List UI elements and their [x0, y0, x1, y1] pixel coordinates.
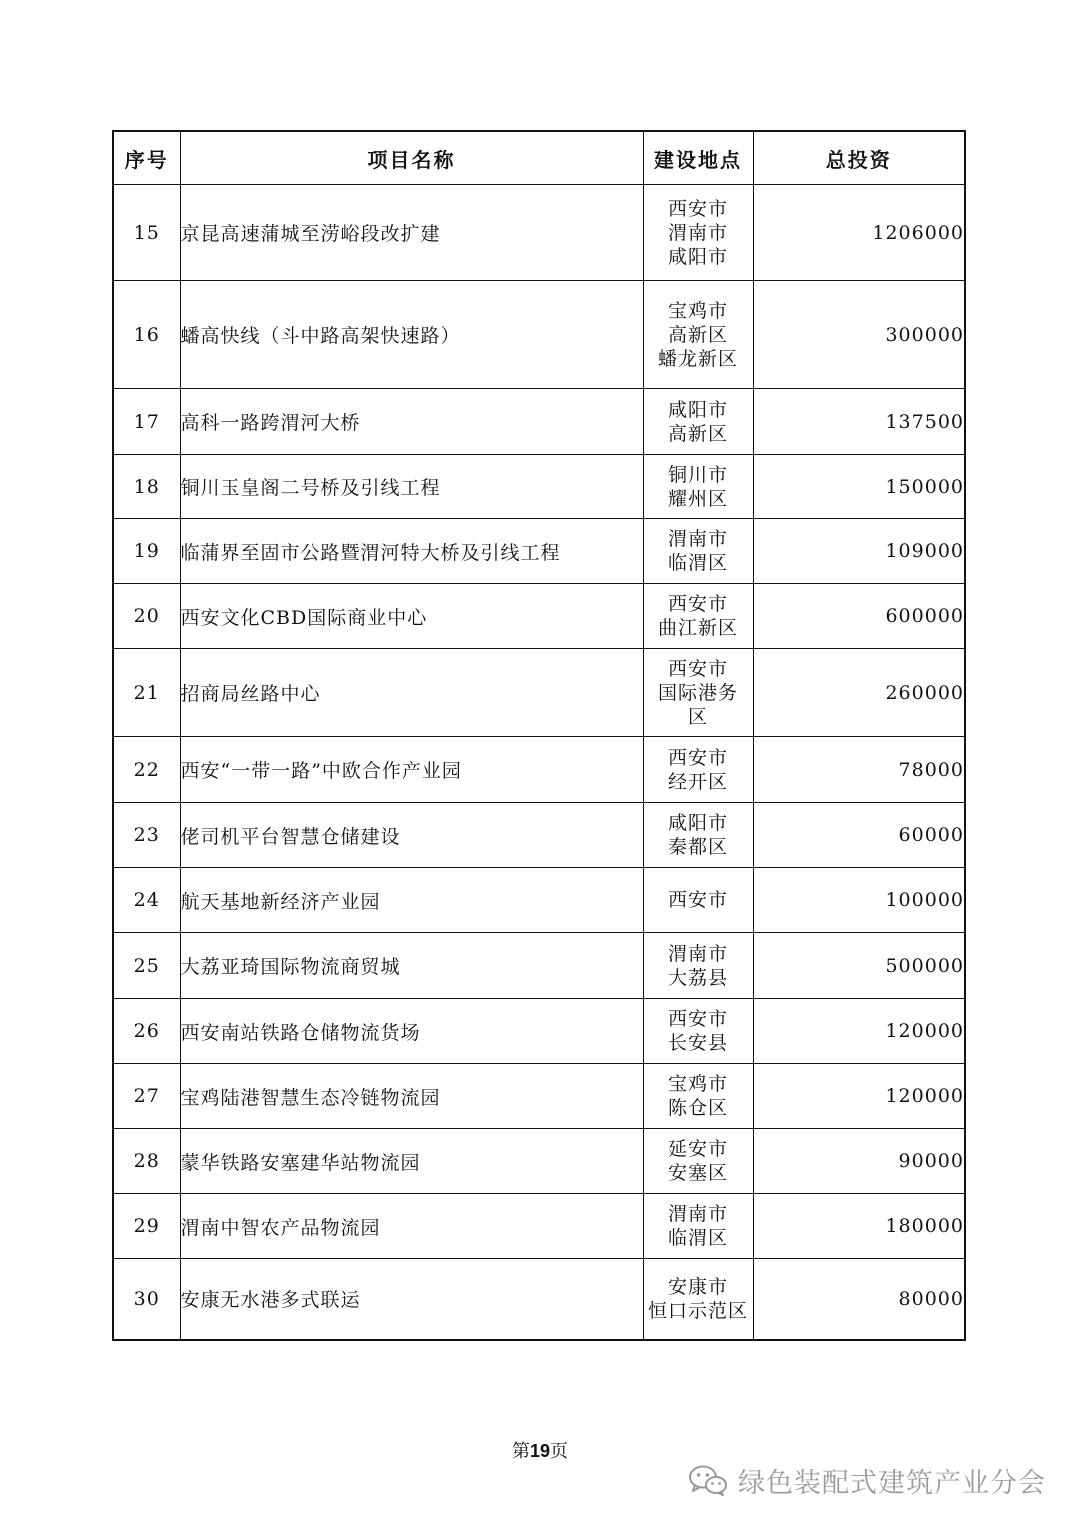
project-location: [643, 1259, 753, 1340]
location-line: 恒口示范区: [647, 1299, 748, 1322]
project-location: [643, 519, 753, 584]
location-line: 延安市: [667, 1138, 728, 1160]
project-location: [643, 1194, 753, 1259]
header-location: 建设地点: [643, 131, 753, 185]
location-line: 安康市: [667, 1275, 728, 1298]
location-line: 临渭区: [667, 1227, 728, 1249]
location-line: 西安市: [667, 197, 728, 220]
project-name: 蟠高快线（斗中路高架快速路）: [180, 281, 643, 389]
location-line: 渭南市: [667, 1203, 728, 1225]
table-row: [113, 389, 965, 455]
header-no: 序号: [113, 131, 180, 185]
project-investment: 500000: [753, 933, 965, 999]
project-name: 宝鸡陆港智慧生态冷链物流园: [180, 1064, 643, 1129]
location-line: 高新区: [667, 323, 728, 346]
project-investment: 600000: [753, 584, 965, 649]
table-row: [113, 1259, 965, 1340]
location-line: 耀州区: [667, 487, 728, 510]
project-location: [643, 649, 753, 737]
row-number: 30: [113, 1259, 180, 1340]
row-number: 28: [113, 1129, 180, 1194]
page-prefix: 第: [511, 1441, 530, 1462]
location-line: 陈仓区: [667, 1097, 728, 1119]
location-line: 经开区: [667, 770, 728, 793]
row-number: 26: [113, 999, 180, 1064]
location-line: 渭南市: [667, 528, 728, 550]
location-line: 安塞区: [667, 1162, 728, 1184]
project-table: [112, 130, 966, 1341]
project-location: [643, 389, 753, 455]
wechat-icon: [688, 1464, 728, 1496]
project-location: [643, 281, 753, 389]
project-location: [643, 737, 753, 803]
table-row: [113, 737, 965, 803]
header-investment: 总投资: [753, 131, 965, 185]
project-name: 西安南站铁路仓储物流货场: [180, 999, 643, 1064]
location-line: 大荔县: [667, 966, 728, 989]
location-line: 区: [687, 705, 708, 728]
table-row: [113, 868, 965, 933]
row-number: 20: [113, 584, 180, 649]
location-line: 宝鸡市: [667, 299, 728, 322]
project-investment: 180000: [753, 1194, 965, 1259]
project-location: [643, 455, 753, 519]
watermark: [688, 1460, 1046, 1500]
table-row: [113, 185, 965, 281]
row-number: 23: [113, 803, 180, 868]
location-line: 西安市: [667, 1008, 728, 1030]
table-row: [113, 455, 965, 519]
project-investment: 80000: [753, 1259, 965, 1340]
project-name: 西安“一带一路”中欧合作产业园: [180, 737, 643, 803]
row-number: 15: [113, 185, 180, 281]
project-name: 高科一路跨渭河大桥: [180, 389, 643, 455]
row-number: 27: [113, 1064, 180, 1129]
header-name: 项目名称: [180, 131, 643, 185]
project-investment: 137500: [753, 389, 965, 455]
location-line: 曲江新区: [657, 617, 738, 639]
project-investment: 120000: [753, 999, 965, 1064]
table-row: [113, 1064, 965, 1129]
location-line: 秦都区: [667, 836, 728, 858]
project-investment: 78000: [753, 737, 965, 803]
row-number: 22: [113, 737, 180, 803]
project-investment: 90000: [753, 1129, 965, 1194]
project-location: [643, 185, 753, 281]
row-number: 16: [113, 281, 180, 389]
table-row: [113, 584, 965, 649]
project-name: 航天基地新经济产业园: [180, 868, 643, 933]
project-name: 招商局丝路中心: [180, 649, 643, 737]
project-location: [643, 1129, 753, 1194]
project-name: 渭南中智农产品物流园: [180, 1194, 643, 1259]
project-location: [643, 999, 753, 1064]
row-number: 21: [113, 649, 180, 737]
table-row: [113, 281, 965, 389]
table-row: [113, 1129, 965, 1194]
row-number: 17: [113, 389, 180, 455]
location-line: 西安市: [667, 593, 728, 615]
project-name: 蒙华铁路安塞建华站物流园: [180, 1129, 643, 1194]
row-number: 18: [113, 455, 180, 519]
location-line: 国际港务: [657, 681, 738, 704]
project-location: [643, 933, 753, 999]
page-suffix: 页: [550, 1441, 569, 1462]
location-line: 咸阳市: [667, 245, 728, 268]
row-number: 24: [113, 868, 180, 933]
project-name: 西安文化CBD国际商业中心: [180, 584, 643, 649]
table-row: [113, 933, 965, 999]
location-line: 长安县: [667, 1032, 728, 1054]
project-investment: 260000: [753, 649, 965, 737]
project-investment: 300000: [753, 281, 965, 389]
row-number: 29: [113, 1194, 180, 1259]
table-row: [113, 999, 965, 1064]
project-location: [643, 1064, 753, 1129]
project-investment: 120000: [753, 1064, 965, 1129]
project-investment: 150000: [753, 455, 965, 519]
location-line: 西安市: [667, 746, 728, 769]
project-investment: 109000: [753, 519, 965, 584]
project-name: 京昆高速蒲城至涝峪段改扩建: [180, 185, 643, 281]
location-line: 渭南市: [667, 221, 728, 244]
location-line: 渭南市: [667, 942, 728, 965]
project-investment: 1206000: [753, 185, 965, 281]
project-location: [643, 584, 753, 649]
location-line: 西安市: [667, 889, 728, 911]
watermark-text: 绿色装配式建筑产业分会: [738, 1467, 1046, 1499]
project-name: 大荔亚琦国际物流商贸城: [180, 933, 643, 999]
table-row: [113, 803, 965, 868]
row-number: 25: [113, 933, 180, 999]
location-line: 临渭区: [667, 552, 728, 574]
page-number: 19: [529, 1441, 551, 1461]
location-line: 蟠龙新区: [657, 347, 738, 370]
project-name: 铜川玉皇阁二号桥及引线工程: [180, 455, 643, 519]
table-row: [113, 649, 965, 737]
location-line: 咸阳市: [667, 812, 728, 834]
project-name: 临蒲界至固市公路暨渭河特大桥及引线工程: [180, 519, 643, 584]
project-name: 安康无水港多式联运: [180, 1259, 643, 1340]
table-row: [113, 1194, 965, 1259]
location-line: 宝鸡市: [667, 1073, 728, 1095]
location-line: 西安市: [667, 657, 728, 680]
project-location: [643, 868, 753, 933]
location-line: 咸阳市: [667, 398, 728, 421]
table-body: [113, 185, 965, 1340]
table-header-row: [113, 131, 965, 185]
project-investment: 60000: [753, 803, 965, 868]
project-location: [643, 803, 753, 868]
project-name: 佬司机平台智慧仓储建设: [180, 803, 643, 868]
table-row: [113, 519, 965, 584]
row-number: 19: [113, 519, 180, 584]
location-line: 铜川市: [667, 463, 728, 486]
location-line: 高新区: [667, 422, 728, 445]
project-investment: 100000: [753, 868, 965, 933]
